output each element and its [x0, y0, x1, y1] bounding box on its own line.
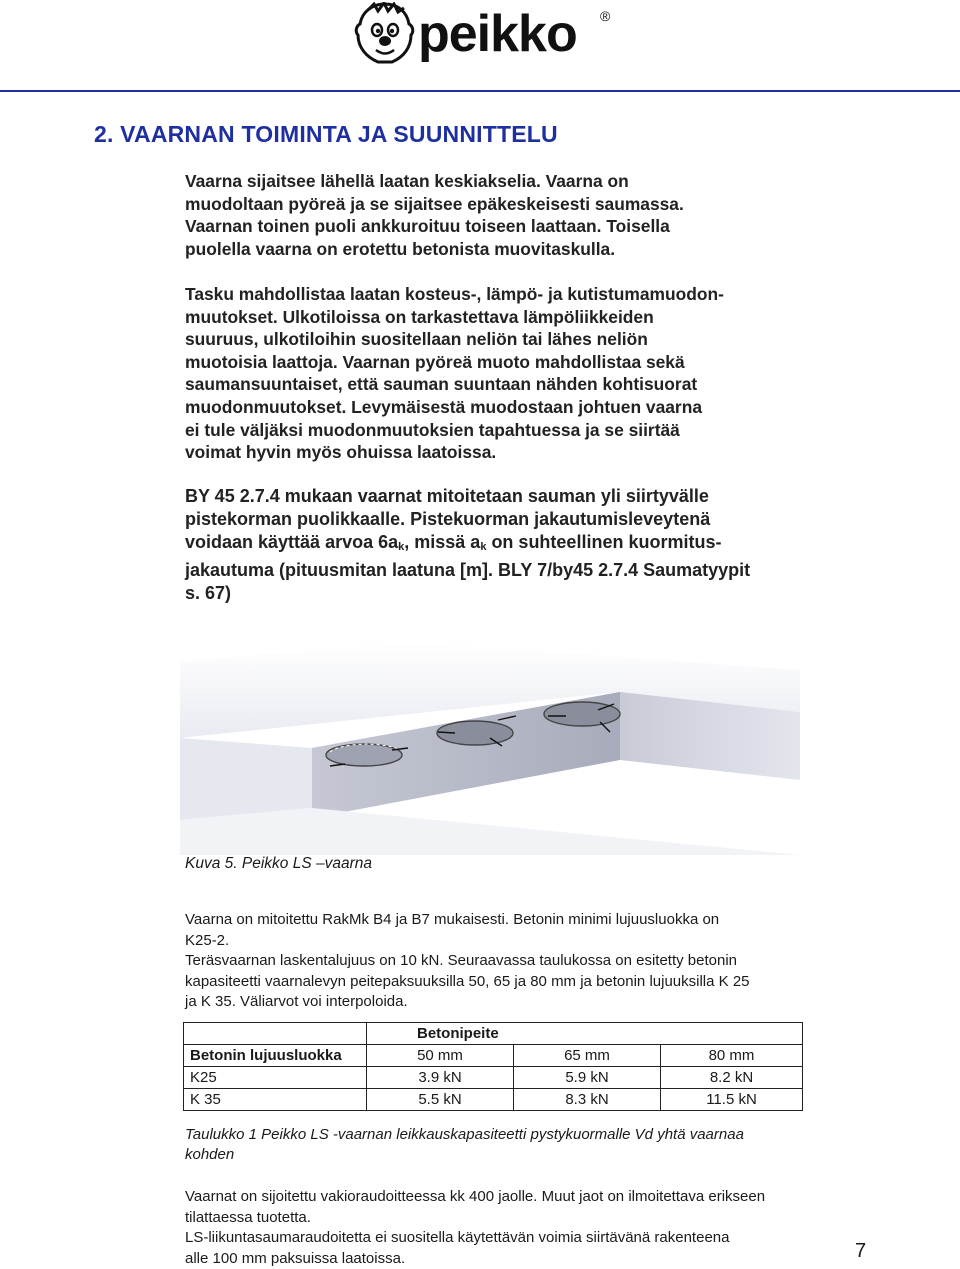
table-cell	[184, 1023, 367, 1045]
text-line: Taulukko 1 Peikko LS -vaarnan leikkauskapasiteetti pystykuormalle Vd yhtä vaarnaa	[185, 1125, 795, 1145]
text-segment: on suhteellinen kuormitus-	[486, 532, 721, 552]
figure-caption: Kuva 5. Peikko LS –vaarna	[185, 855, 372, 873]
pocket-paragraph	[185, 283, 785, 464]
registered-mark: ®	[600, 8, 610, 24]
table-cell: 5.5 kN	[367, 1089, 514, 1111]
text-line: ei tule väljäksi muodonmuutoksien tapahtuessa ja se siirtää	[185, 419, 785, 442]
text-line	[185, 531, 785, 559]
page-number: 7	[855, 1240, 866, 1263]
text-line: kapasiteetti vaarnalevyn peitepaksuuksilla 50, 65 ja 80 mm ja betonin lujuuksilla K 25	[185, 972, 785, 993]
text-segment: voidaan käyttää arvoa 6a	[185, 532, 398, 552]
text-line: Vaarna on mitoitettu RakMk B4 ja B7 mukaisesti. Betonin minimi lujuusluokka on	[185, 910, 785, 931]
capacity-table	[183, 1022, 803, 1111]
group-header-cell: Betonipeite	[367, 1023, 803, 1045]
table-row	[184, 1045, 803, 1067]
column-header-cell: 65 mm	[514, 1045, 661, 1067]
text-line: LS-liikuntasaumaraudoitetta ei suositella käytettävän voimia siirtävänä rakenteena	[185, 1228, 785, 1249]
slab-top-near	[180, 738, 312, 820]
table-cell: 8.3 kN	[514, 1089, 661, 1111]
subscript: k	[398, 541, 404, 553]
table-caption	[185, 1125, 795, 1165]
text-line: alle 100 mm paksuissa laatoissa.	[185, 1249, 785, 1269]
text-segment: , missä a	[404, 532, 480, 552]
table-cell: 8.2 kN	[661, 1067, 803, 1089]
text-line: muodoltaan pyöreä ja se sijaitsee epäkeskeisesti saumassa.	[185, 193, 785, 216]
text-line: muutokset. Ulkotiloissa on tarkastettava lämpöliikkeiden	[185, 306, 785, 329]
peikko-logo	[352, 2, 617, 66]
text-line: suuruus, ulkotiloihin suositellaan neliön tai lähes neliön	[185, 328, 785, 351]
text-line: ja K 35. Väliarvot voi interpoloida.	[185, 992, 785, 1013]
text-line: s. 67)	[185, 582, 785, 605]
row-label-cell: K 35	[184, 1089, 367, 1111]
logo-wordmark: peikko	[418, 8, 577, 60]
table-cell: 11.5 kN	[661, 1089, 803, 1111]
dimensioning-paragraph	[185, 910, 785, 951]
text-line: puolella vaarna on erotettu betonista muovitaskulla.	[185, 238, 785, 261]
table-row	[184, 1067, 803, 1089]
strength-paragraph	[185, 951, 785, 1013]
text-line: Tasku mahdollistaa laatan kosteus-, lämpö- ja kutistumamuodon-	[185, 283, 785, 306]
section-heading: 2. VAARNAN TOIMINTA JA SUUNNITTELU	[94, 121, 558, 148]
text-line: tilattaessa tuotetta.	[185, 1208, 785, 1229]
text-line: voimat hyvin myös ohuissa laatoissa.	[185, 441, 785, 464]
placement-paragraph	[185, 1187, 785, 1269]
intro-paragraph	[185, 170, 785, 260]
slab-floor	[180, 808, 800, 855]
text-line: Teräsvaarnan laskentalujuus on 10 kN. Seuraavassa taulukossa on esitetty betonin	[185, 951, 785, 972]
text-line: Vaarna sijaitsee lähellä laatan keskiakselia. Vaarna on	[185, 170, 785, 193]
table-cell: 5.9 kN	[514, 1067, 661, 1089]
text-line: K25-2.	[185, 931, 785, 952]
text-line: saumansuuntaiset, että sauman suuntaan nähden kohtisuorat	[185, 373, 785, 396]
column-header-cell: 50 mm	[367, 1045, 514, 1067]
text-line: muotoisia laattoja. Vaarnan pyöreä muoto mahdollistaa sekä	[185, 351, 785, 374]
table-row	[184, 1089, 803, 1111]
row-label-cell: K25	[184, 1067, 367, 1089]
header-divider	[0, 90, 960, 92]
text-line: pistekorman puolikkaalle. Pistekuorman jakautumisleveytenä	[185, 508, 785, 531]
text-line: muodonmuutokset. Levymäisestä muodostaan johtuen vaarna	[185, 396, 785, 419]
text-line: BY 45 2.7.4 mukaan vaarnat mitoitetaan sauman yli siirtyvälle	[185, 485, 785, 508]
mascot-icon	[352, 2, 418, 66]
text-line: kohden	[185, 1145, 795, 1165]
table-row	[184, 1023, 803, 1045]
subscript: k	[480, 541, 486, 553]
table-cell: 3.9 kN	[367, 1067, 514, 1089]
text-line: jakautuma (pituusmitan laatuna [m]. BLY 7/by45 2.7.4 Saumatyypit	[185, 559, 785, 582]
text-line: Vaarnan toinen puoli ankkuroituu toiseen laattaan. Toisella	[185, 215, 785, 238]
row-header-cell: Betonin lujuusluokka	[184, 1045, 367, 1067]
column-header-cell: 80 mm	[661, 1045, 803, 1067]
text-line: Vaarnat on sijoitettu vakioraudoitteessa kk 400 jaolle. Muut jaot on ilmoitettava erikseen	[185, 1187, 785, 1208]
slab-dowel-illustration	[180, 640, 800, 855]
design-paragraph	[185, 485, 785, 605]
